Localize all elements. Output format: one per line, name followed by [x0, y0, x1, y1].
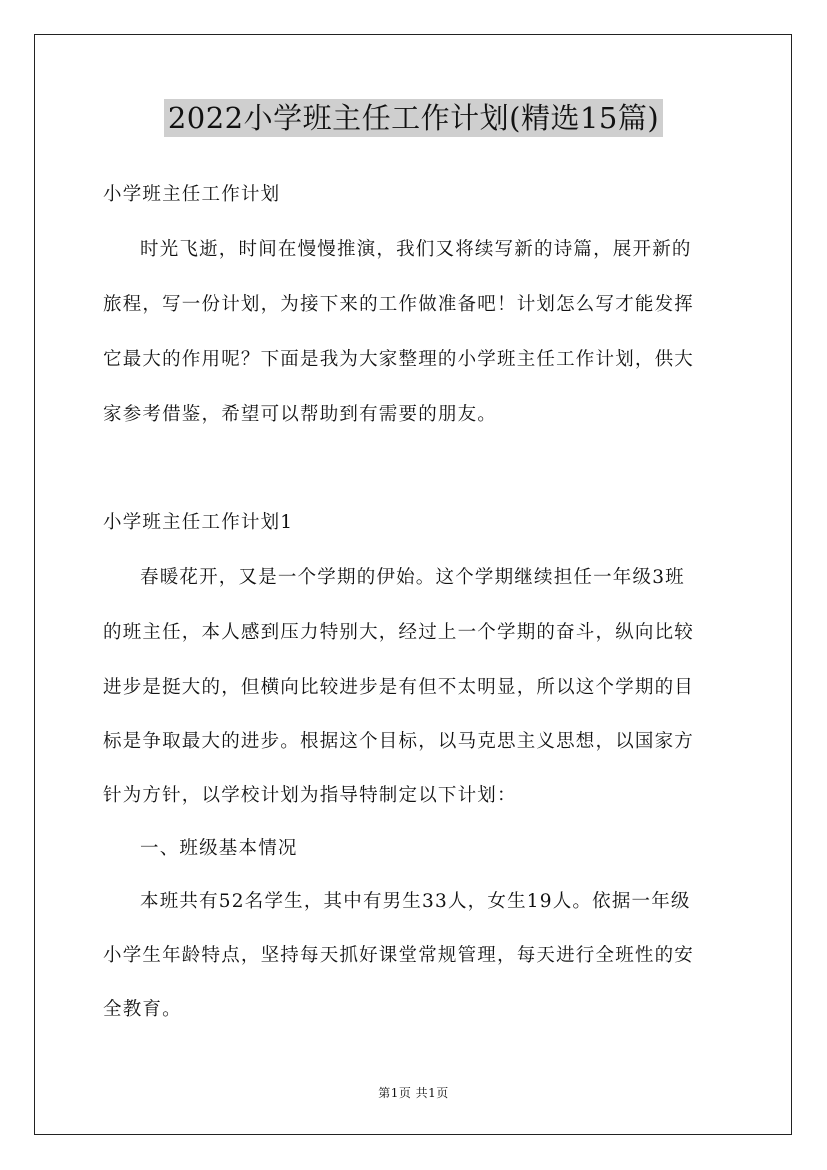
- subsection-heading: 一、班级基本情况: [140, 838, 298, 859]
- paragraph-line: 本班共有52名学生，其中有男生33人，女生19人。依据一年级: [140, 891, 691, 912]
- paragraph-line: 它最大的作用呢？下面是我为大家整理的小学班主任工作计划，供大: [103, 349, 695, 370]
- section-heading: 小学班主任工作计划1: [103, 512, 294, 533]
- paragraph-line: 全教育。: [103, 999, 182, 1020]
- document-title-text: 2022小学班主任工作计划(精选15篇): [164, 99, 663, 137]
- paragraph-line: 家参考借鉴，希望可以帮助到有需要的朋友。: [103, 404, 498, 425]
- paragraph-line: 时光飞逝，时间在慢慢推演，我们又将续写新的诗篇，展开新的: [140, 239, 692, 260]
- document-title: [0, 98, 827, 138]
- paragraph-line: 标是争取最大的进步。根据这个目标，以马克思主义思想，以国家方: [103, 731, 695, 752]
- paragraph-line: 进步是挺大的，但横向比较进步是有但不太明显，所以这个学期的目: [103, 677, 695, 698]
- paragraph-line: 旅程，写一份计划，为接下来的工作做准备吧！计划怎么写才能发挥: [103, 294, 695, 315]
- paragraph-line: 的班主任，本人感到压力特别大，经过上一个学期的奋斗，纵向比较: [103, 622, 695, 643]
- page-footer: 第1页 共1页: [378, 1086, 449, 1100]
- paragraph-line: 春暖花开，又是一个学期的伊始。这个学期继续担任一年级3班: [140, 567, 685, 588]
- paragraph-line: 针为方针，以学校计划为指导特制定以下计划：: [103, 785, 517, 806]
- paragraph-line: 小学生年龄特点，坚持每天抓好课堂常规管理，每天进行全班性的安: [103, 945, 695, 966]
- section-heading: 小学班主任工作计划: [103, 184, 281, 205]
